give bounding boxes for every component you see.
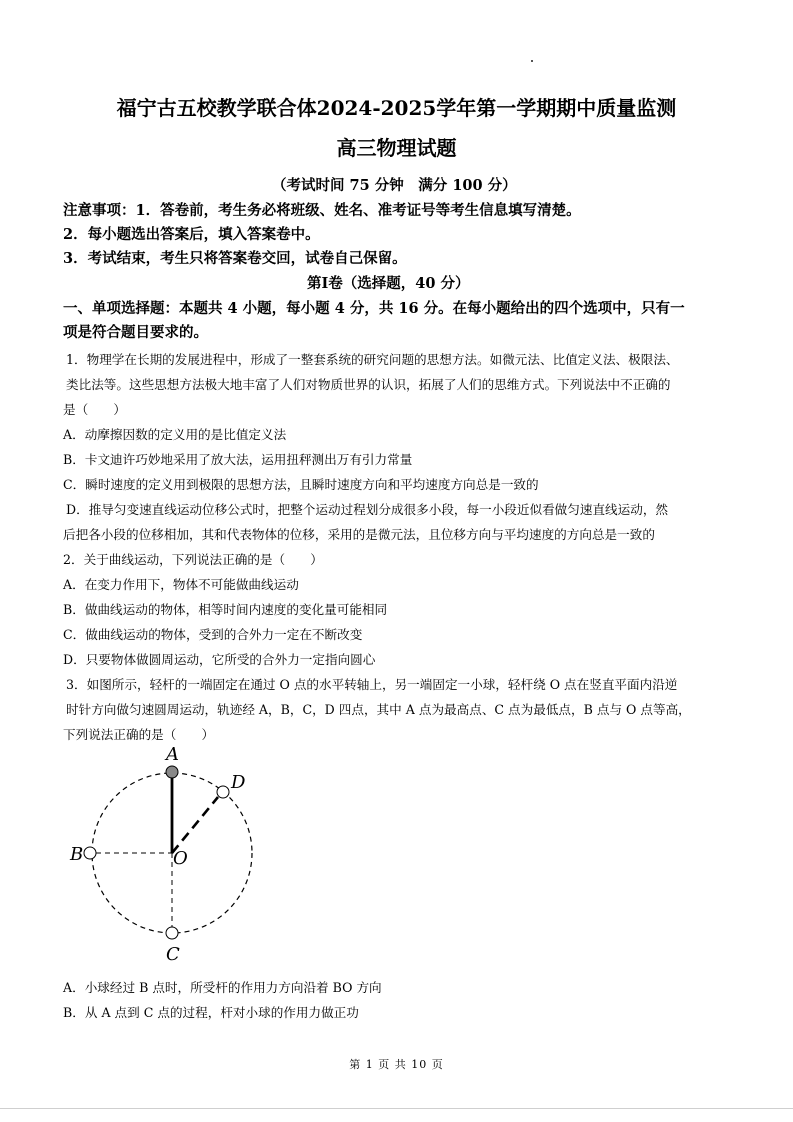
subject-title: 高三物理试题	[336, 136, 457, 160]
q2-stem: 2．关于曲线运动，下列说法正确的是（ ）	[63, 552, 323, 567]
q1-option-d-1: D．推导匀变速直线运动位移公式时，把整个运动过程划分成很多小段，每一小段近似看做匀速直线运动，然	[66, 502, 669, 517]
circular-motion-figure	[60, 740, 280, 970]
top-dot	[531, 60, 533, 62]
q1-option-b: B．卡文迪许巧妙地采用了放大法，运用扭秤测出万有引力常量	[63, 452, 413, 467]
point-c	[166, 927, 178, 939]
bottom-divider	[0, 1108, 793, 1109]
page-footer: 第 1 页 共 10 页	[349, 1058, 444, 1071]
part-instructions-1: 一、单项选择题：本题共 4 小题，每小题 4 分，共 16 分。在每小题给出的四个选项中，只有一	[63, 300, 685, 317]
q1-option-a: A．动摩擦因数的定义用的是比值定义法	[63, 427, 287, 442]
q1-option-c: C．瞬时速度的定义用到极限的思想方法，且瞬时速度方向和平均速度方向总是一致的	[63, 477, 539, 492]
q2-option-a: A．在变力作用下，物体不可能做曲线运动	[63, 577, 299, 592]
point-b	[84, 847, 96, 859]
note-1: 注意事项：1．答卷前，考生务必将班级、姓名、准考证号等考生信息填写清楚。	[63, 202, 581, 219]
label-a: A	[166, 744, 179, 765]
exam-title: 福宁古五校教学联合体2024-2025学年第一学期期中质量监测	[116, 96, 677, 120]
label-b: B	[70, 844, 84, 865]
q3-stem-2: 时针方向做匀速圆周运动，轨迹经 A，B，C，D 四点，其中 A 点为最高点、C 点为最低点，B 点与 O 点等高，	[66, 702, 691, 717]
label-d: D	[231, 772, 246, 793]
q3-option-b: B．从 A 点到 C 点的过程，杆对小球的作用力做正功	[63, 1005, 359, 1020]
q3-stem-3: 下列说法正确的是（ ）	[63, 727, 215, 742]
section-title: 第Ⅰ卷（选择题，40 分）	[307, 275, 470, 292]
q1-stem-1: 1．物理学在长期的发展进程中，形成了一整套系统的研究问题的思想方法。如微元法、比值定义法、极限法、	[66, 352, 679, 367]
part-instructions-2: 项是符合题目要求的。	[63, 324, 208, 341]
q2-option-c: C．做曲线运动的物体，受到的合外力一定在不断改变	[63, 627, 363, 642]
point-d	[217, 786, 229, 798]
note-3: 3．考试结束，考生只将答案卷交回，试卷自己保留。	[63, 250, 407, 267]
q2-option-b: B．做曲线运动的物体，相等时间内速度的变化量可能相同	[63, 602, 388, 617]
line-od	[172, 797, 218, 853]
q1-option-d-2: 后把各小段的位移相加，其和代表物体的位移，采用的是微元法，且位移方向与平均速度的方向总是一致的	[63, 527, 655, 542]
note-2: 2．每小题选出答案后，填入答案卷中。	[63, 226, 320, 243]
q3-option-a: A．小球经过 B 点时，所受杆的作用力方向沿着 BO 方向	[63, 980, 382, 995]
q1-stem-3: 是（ ）	[63, 402, 126, 417]
label-c: C	[166, 944, 180, 965]
ball-a	[166, 766, 178, 778]
q3-stem-1: 3．如图所示，轻杆的一端固定在通过 O 点的水平转轴上，另一端固定一小球，轻杆绕 O 点在竖直平面内沿逆	[66, 677, 678, 692]
q1-stem-2: 类比法等。这些思想方法极大地丰富了人们对物质世界的认识，拓展了人们的思维方式。下列说法中不正确的	[66, 377, 671, 392]
q2-option-d: D．只要物体做圆周运动，它所受的合外力一定指向圆心	[63, 652, 376, 667]
exam-info: （考试时间 75 分钟 满分 100 分）	[272, 177, 517, 194]
label-o: O	[173, 848, 188, 869]
